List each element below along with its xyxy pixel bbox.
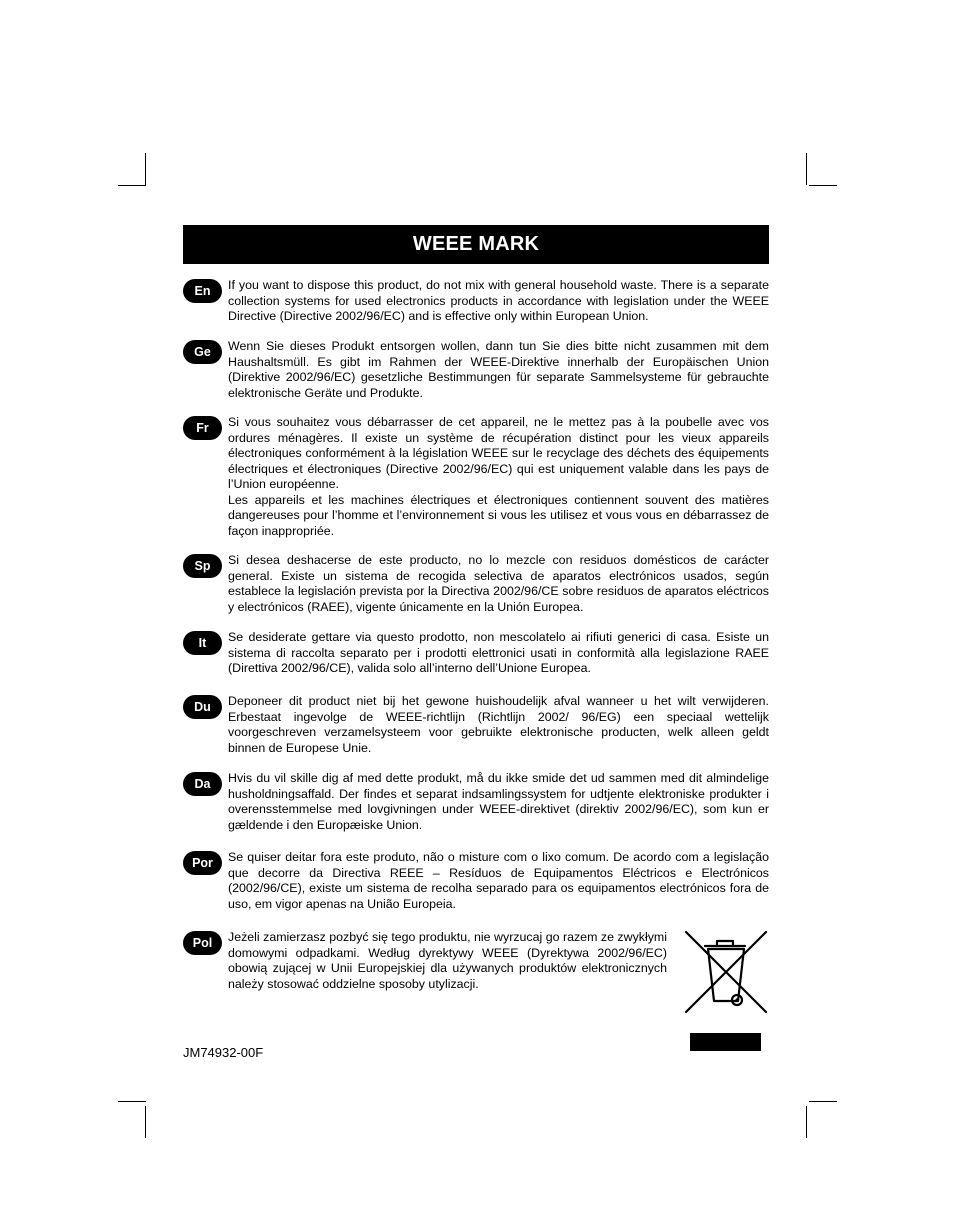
crop-mark	[806, 153, 807, 185]
crop-mark	[806, 1106, 807, 1138]
crop-mark	[809, 185, 837, 186]
black-bar	[690, 1033, 761, 1051]
section-ge	[183, 339, 769, 401]
crop-mark	[145, 153, 146, 185]
crop-mark	[118, 1101, 146, 1102]
section-it	[183, 630, 769, 677]
language-badge: Pol	[183, 931, 222, 955]
section-text	[228, 630, 769, 677]
section-da	[183, 771, 769, 833]
section-text	[228, 930, 667, 992]
paragraph: Se quiser deitar fora este produto, não o misture com o lixo comum. De acordo com a legislação que decorre da Directiva REEE – Resíduos de Equipamentos Eléctricos e Electrónicos (2002/96/CE), existe um sistema de recolha separado para os equipamentos electrónicos fora de uso, em vigor apenas na União Europeia.	[228, 850, 769, 911]
language-badge: Sp	[183, 554, 222, 578]
section-fr	[183, 415, 769, 539]
paragraph: Si vous souhaitez vous débarrasser de cet appareil, ne le mettez pas à la poubelle avec vos ordures ménagères. Il existe un système de récupération distinct pour les vieux appareils électroniques conformément à la législation WEEE sur le recyclage des déchets des équipements électriques et électroniques (Directive 2002/96/EC) qui est uniquement valable dans les pays de l’Union européenne.	[228, 415, 769, 491]
language-badge: It	[183, 631, 222, 655]
language-badge: Por	[183, 851, 222, 875]
language-badge: Du	[183, 695, 222, 719]
language-badge: En	[183, 279, 222, 303]
paragraph: Se desiderate gettare via questo prodotto, non mescolatelo ai rifiuti generici di casa. Esiste un sistema di raccolta separato per i prodotti elettronici usati in conformità alla legislazione RAEE (Direttiva 2002/96/CE), valida solo all’interno dell’Unione Europea.	[228, 630, 769, 675]
section-text	[228, 553, 769, 615]
crop-mark	[145, 1106, 146, 1138]
section-text	[228, 694, 769, 756]
section-du	[183, 694, 769, 756]
language-badge: Da	[183, 772, 222, 796]
paragraph: Wenn Sie dieses Produkt entsorgen wollen, dann tun Sie dies bitte nicht zusammen mit dem Haushaltsmüll. Es gibt im Rahmen der WEEE-Direktive innerhalb der Europäischen Union (Direktive 2002/96/EC) gesetzliche Bestimmungen für separate Sammelsysteme für gebrauchte elektronische Geräte und Produkte.	[228, 339, 769, 400]
document-code: JM74932-00F	[183, 1045, 264, 1060]
paragraph: Hvis du vil skille dig af med dette produkt, må du ikke smide det ud sammen med dit almindelige husholdningsaffald. Der findes et separat indsamlingssystem for udtjente elektroniske produkter i overensstemmelse med lovgivningen under WEEE-direktivet (direktiv 2002/96/EC), som kun er gældende i den Europæiske Union.	[228, 771, 769, 832]
language-badge: Fr	[183, 416, 222, 440]
section-text	[228, 278, 769, 325]
language-badge: Ge	[183, 340, 222, 364]
section-sp	[183, 553, 769, 615]
paragraph: Les appareils et les machines électriques et électroniques contiennent souvent des matières dangereuses pour l’homme et l’environnement si vous les utilisez et vous vous en débarrassez de façon inappropriée.	[228, 492, 769, 538]
crop-mark	[809, 1101, 837, 1102]
section-pol	[183, 930, 667, 992]
section-text	[228, 771, 769, 833]
section-text	[228, 850, 769, 912]
paragraph: Si desea deshacerse de este producto, no lo mezcle con residuos domésticos de carácter general. Existe un sistema de recogida selectiva de aparatos electrónicos usados, según establece la legislación prevista por la Directiva 2002/96/CE sobre residuos de aparatos eléctricos y electrónicos (RAEE), vigente únicamente en la Unión Europea.	[228, 553, 769, 614]
paragraph: Jeżeli zamierzasz pozbyć się tego produktu, nie wyrzucaj go razem ze zwykłymi domowymi odpadkami. Według dyrektywy WEEE (Dyrektywa 2002/96/EC) obowią zującej w Unii Europejskiej dla używanych produktów elektronicznych należy stosować oddzielne sposoby utylizacji.	[228, 930, 667, 991]
crossed-out-wheelie-bin-icon	[683, 929, 769, 1015]
section-text	[228, 415, 769, 539]
paragraph: If you want to dispose this product, do not mix with general household waste. There is a separate collection systems for used electronics products in accordance with legislation under the WEEE Directive (Directive 2002/96/EC) and is effective only within European Union.	[228, 278, 769, 323]
section-text	[228, 339, 769, 401]
crop-mark	[118, 185, 146, 186]
section-en	[183, 278, 769, 325]
paragraph: Deponeer dit product niet bij het gewone huishoudelijk afval wanneer u het wilt verwijderen. Erbestaat ingevolge de WEEE-richtlijn (Richtlijn 2002/ 96/EG) een speciaal wettelijk voorgeschreven verzamelsysteem voor gebruikte elektronische producten, welk alleen geldt binnen de Europese Unie.	[228, 694, 769, 755]
page-title: WEEE MARK	[183, 225, 769, 264]
section-por	[183, 850, 769, 912]
